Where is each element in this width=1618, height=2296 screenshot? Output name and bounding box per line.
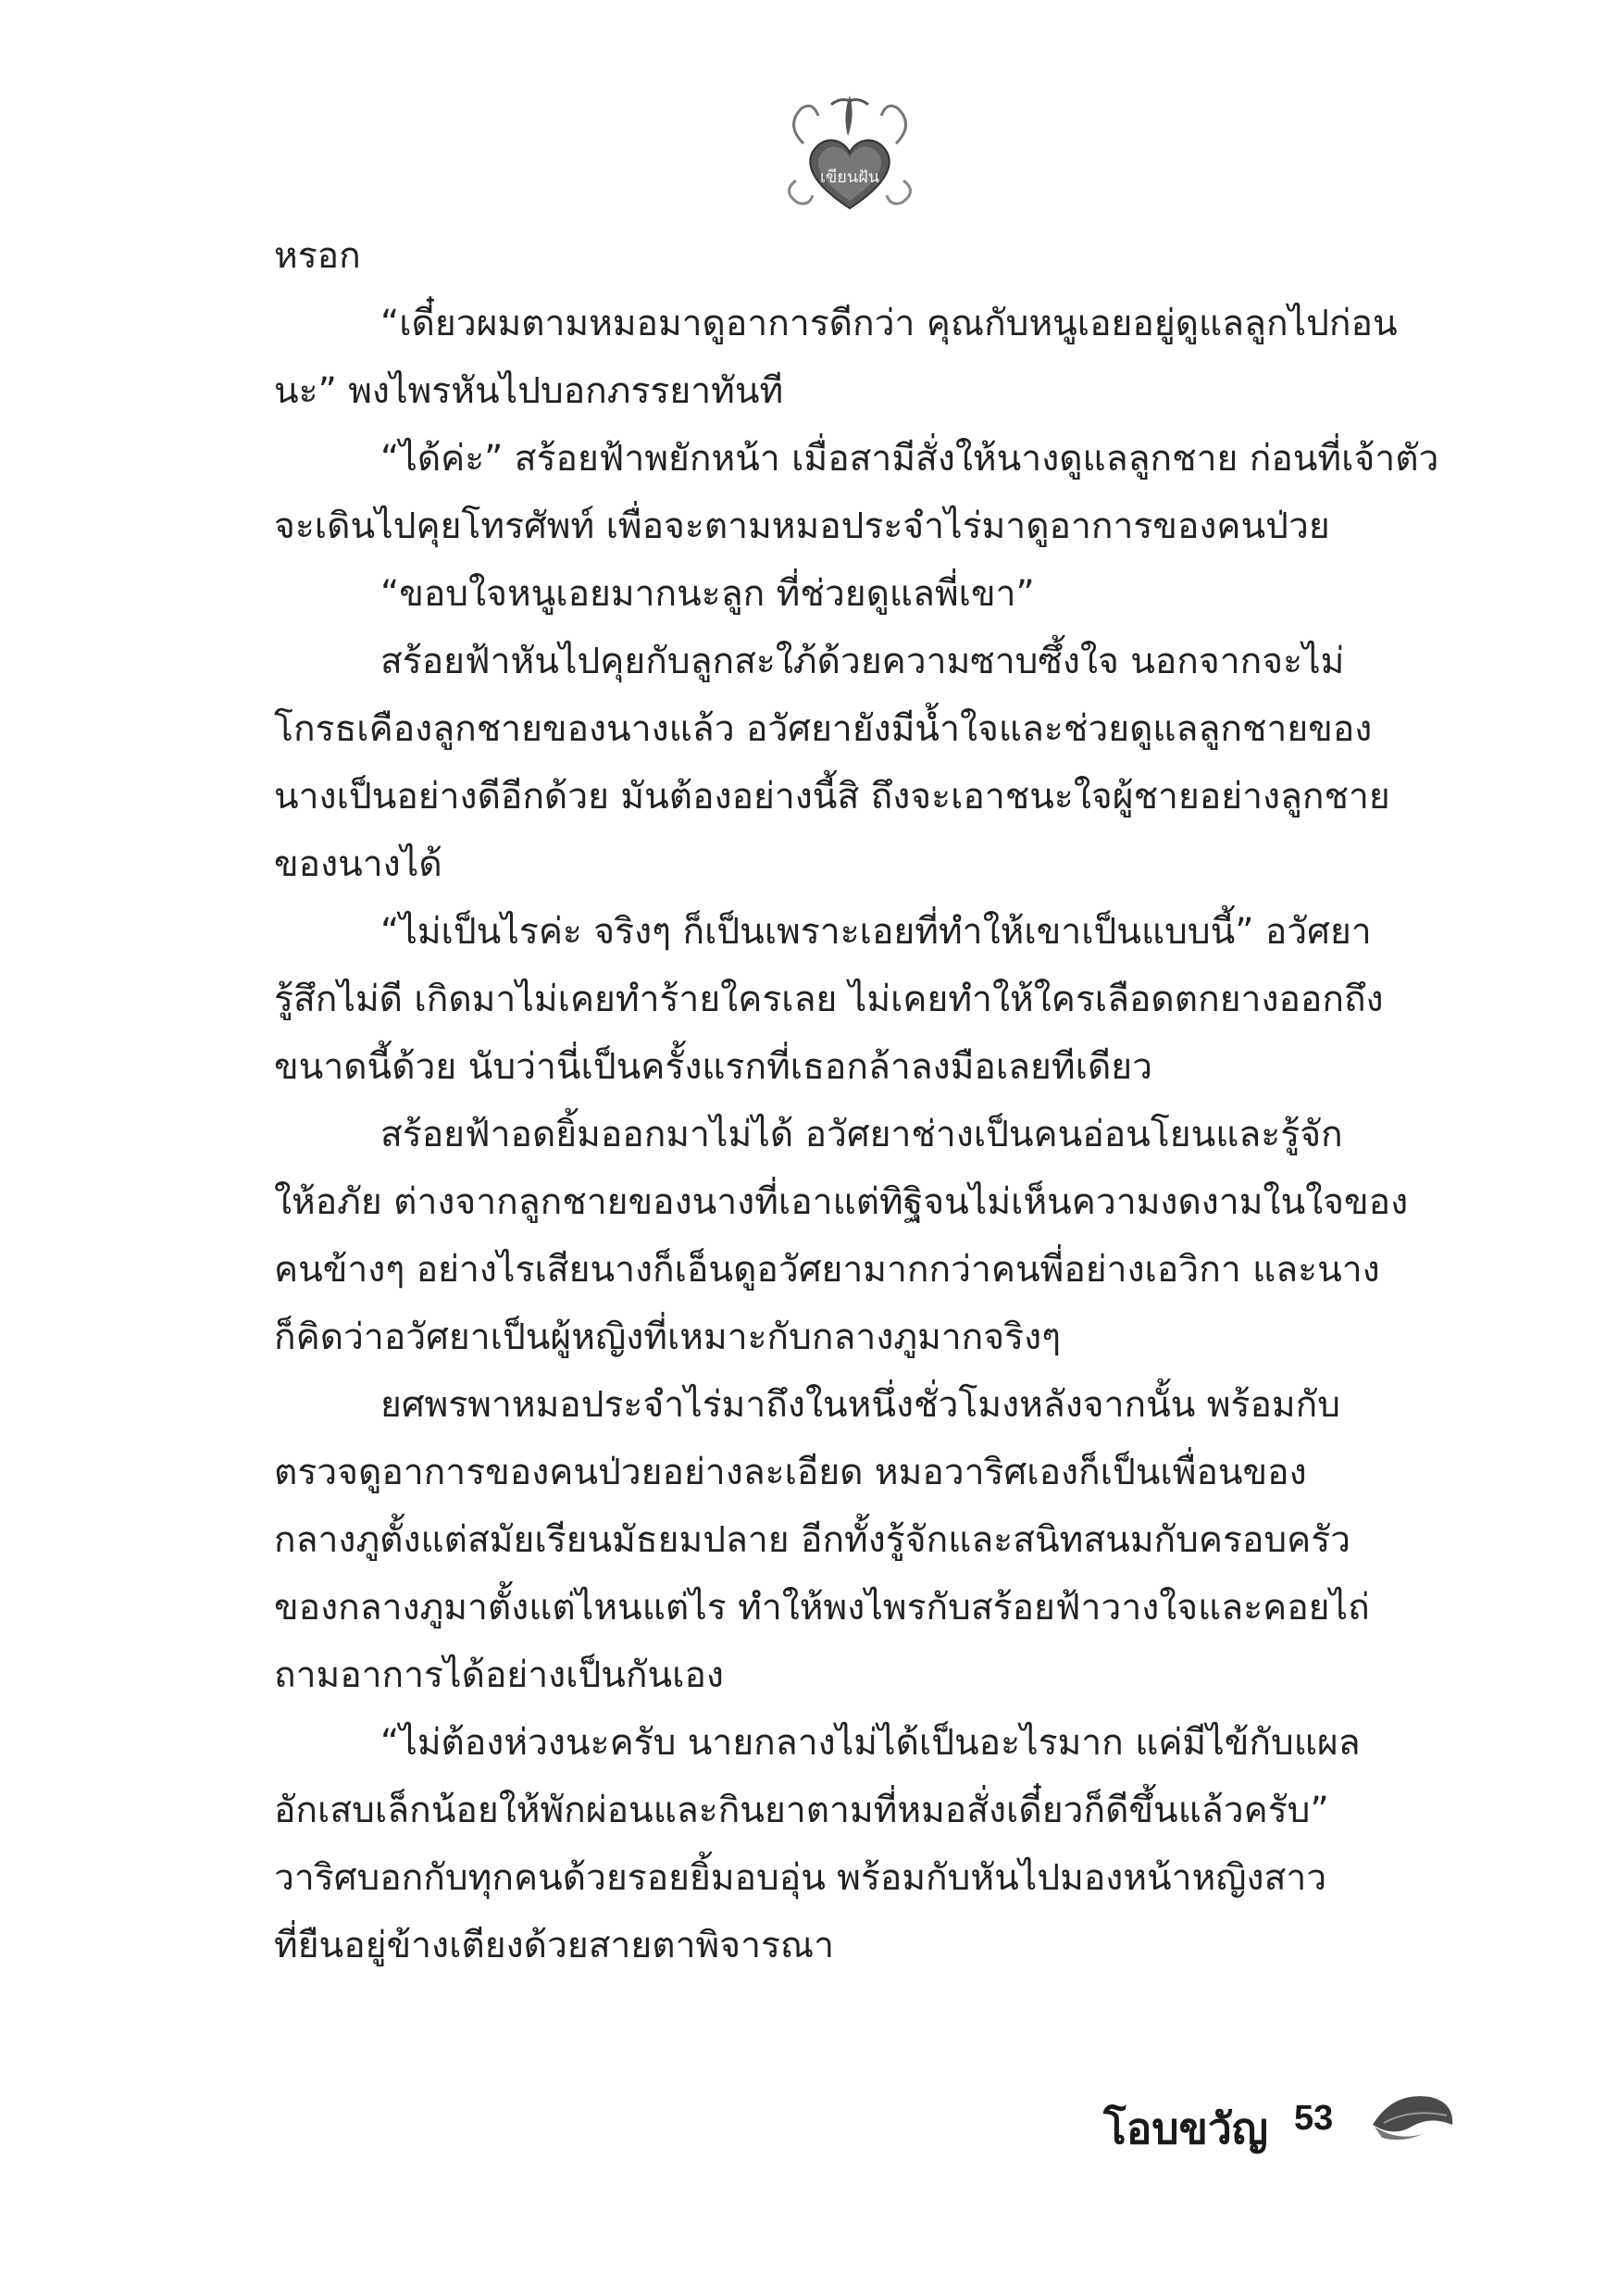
text-line: “เดี๋ยวผมตามหมอมาดูอาการดีกว่า คุณกับหนูเอยอยู่ดูแลลูกไปก่อน — [380, 303, 1398, 344]
leaf-ornament-icon — [1365, 2088, 1458, 2148]
text-line: “ได้ค่ะ” สร้อยฟ้าพยักหน้า เมื่อสามีสั่งให้นางดูแลลูกชาย ก่อนที่เจ้าตัว — [380, 438, 1439, 480]
text-line: จะเดินไปคุยโทรศัพท์ เพื่อจะตามหมอประจำไร่มาดูอาการของคนป่วย — [274, 505, 1330, 547]
text-line: หรอก — [274, 235, 361, 277]
text-line: นะ” พงไพรหันไปบอกภรรยาทันที — [274, 370, 784, 412]
text-line: “ไม่เป็นไรค่ะ จริงๆ ก็เป็นเพราะเอยที่ทำให้เขาเป็นแบบนี้” อวัศยา — [380, 911, 1372, 953]
text-line: ของนางได้ — [274, 843, 442, 885]
text-line: วาริศบอกกับทุกคนด้วยรอยยิ้มอบอุ่น พร้อมกับหันไปมองหน้าหญิงสาว — [274, 1857, 1327, 1899]
text-line: โกรธเคืองลูกชายของนางแล้ว อวัศยายังมีน้ำใจและช่วยดูแลลูกชายของ — [274, 708, 1373, 750]
book-title: โอบขวัญ — [1102, 2103, 1268, 2153]
text-line: คนข้างๆ อย่างไรเสียนางก็เอ็นดูอวัศยามากกว่าคนพี่อย่างเอวิกา และนาง — [274, 1249, 1380, 1291]
text-line: สร้อยฟ้าหันไปคุยกับลูกสะใภ้ด้วยความซาบซึ้งใจ นอกจากจะไม่ — [380, 641, 1345, 682]
text-line: อักเสบเล็กน้อยให้พักผ่อนและกินยาตามที่หมอสั่งเดี๋ยวก็ดีขึ้นแล้วครับ” — [274, 1790, 1329, 1831]
text-line: กลางภูตั้งแต่สมัยเรียนมัธยมปลาย อีกทั้งรู้จักและสนิทสนมกับครอบครัว — [274, 1519, 1351, 1561]
text-line: ตรวจดูอาการของคนป่วยอย่างละเอียด หมอวาริศเองก็เป็นเพื่อนของ — [274, 1452, 1307, 1493]
text-line: สร้อยฟ้าอดยิ้มออกมาไม่ได้ อวัศยาช่างเป็นคนอ่อนโยนและรู้จัก — [380, 1114, 1343, 1155]
text-line: ที่ยืนอยู่ข้างเตียงด้วยสายตาพิจารณา — [274, 1925, 834, 1966]
text-line: ยศพรพาหมอประจำไร่มาถึงในหนึ่งชั่วโมงหลังจากนั้น พร้อมกับ — [380, 1384, 1341, 1426]
page-footer — [1055, 2088, 1481, 2153]
text-line: ถามอาการได้อย่างเป็นกันเอง — [274, 1654, 724, 1696]
logo-text: เขียนฝัน — [819, 168, 880, 187]
page-number: 53 — [1294, 2099, 1334, 2138]
text-line: ให้อภัย ต่างจากลูกชายของนางที่เอาแต่ทิฐิจนไม่เห็นความงดงามในใจของ — [274, 1181, 1409, 1223]
text-line: “ขอบใจหนูเอยมากนะลูก ที่ช่วยดูแลพี่เขา” — [380, 573, 1035, 615]
text-line: ของกลางภูมาตั้งแต่ไหนแต่ไร ทำให้พงไพรกับสร้อยฟ้าวางใจและคอยไถ่ — [274, 1587, 1370, 1628]
text-line: รู้สึกไม่ดี เกิดมาไม่เคยทำร้ายใครเลย ไม่เคยทำให้ใครเลือดตกยางออกถึง — [274, 979, 1384, 1020]
text-line: นางเป็นอย่างดีอีกด้วย มันต้องอย่างนี้สิ ถึงจะเอาชนะใจผู้ชายอย่างลูกชาย — [274, 776, 1390, 817]
text-line: ก็คิดว่าอวัศยาเป็นผู้หญิงที่เหมาะกับกลางภูมากจริงๆ — [274, 1316, 1062, 1358]
text-line: ขนาดนี้ด้วย นับว่านี่เป็นครั้งแรกที่เธอกล้าลงมือเลยทีเดียว — [274, 1046, 1153, 1088]
publisher-logo — [776, 88, 924, 218]
text-line: “ไม่ต้องห่วงนะครับ นายกลางไม่ได้เป็นอะไรมาก แค่มีไข้กับแผล — [380, 1722, 1361, 1764]
body-text — [274, 222, 1468, 1979]
